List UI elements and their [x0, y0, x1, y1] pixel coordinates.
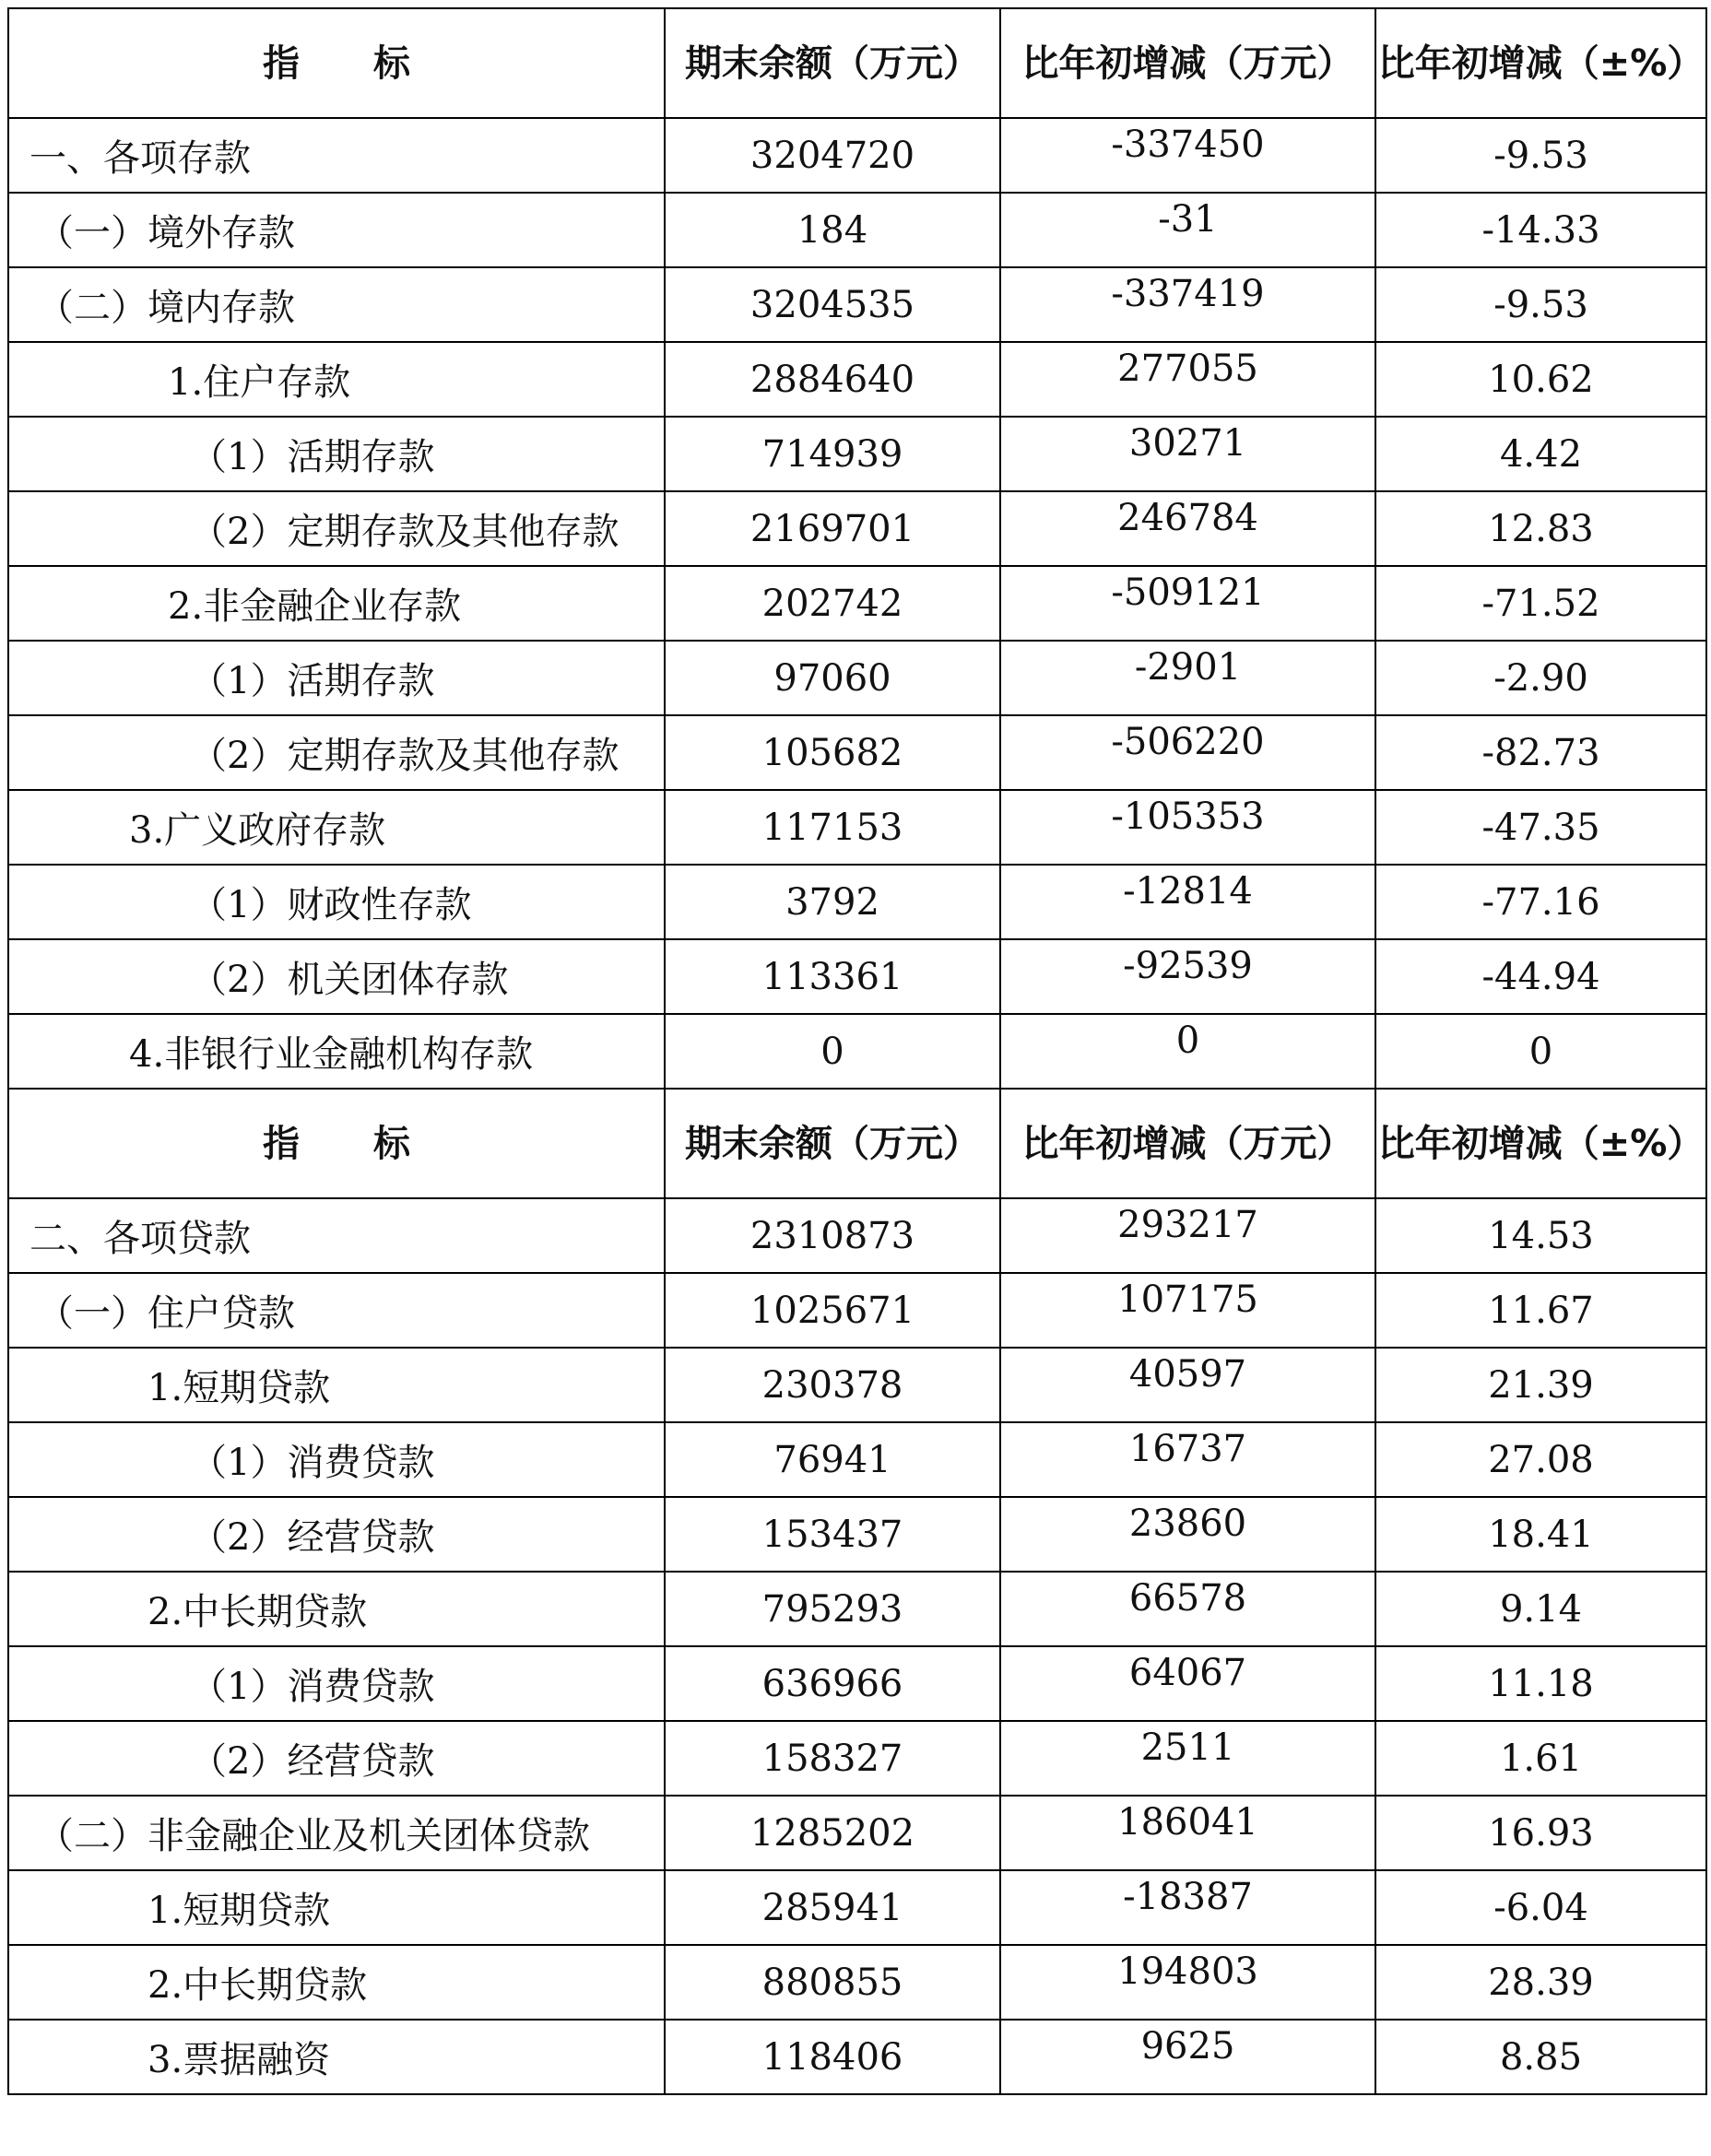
balance-value: 76941	[665, 1422, 1000, 1497]
change-amount-cell	[1000, 1422, 1375, 1497]
balance-value: 230378	[665, 1348, 1000, 1422]
table-row	[8, 1870, 1706, 1945]
indicator-label: （2）定期存款及其他存款	[8, 715, 665, 790]
balance-value: 113361	[665, 939, 1000, 1014]
change-amount-cell	[1000, 491, 1375, 566]
change-amount-value: 66578	[1128, 1576, 1247, 1620]
change-amount-cell	[1000, 1198, 1375, 1273]
change-amount-value: 9625	[1140, 2024, 1235, 2068]
change-amount-value: -12814	[1123, 869, 1253, 913]
change-amount-value: 293217	[1117, 1203, 1258, 1246]
balance-value: 636966	[665, 1646, 1000, 1721]
table-row	[8, 342, 1706, 417]
change-amount-value: 194803	[1117, 1950, 1258, 1993]
change-amount-cell	[1000, 1348, 1375, 1422]
change-amount-header: 比年初增减（万元）	[1000, 8, 1375, 118]
change-amount-value: 246784	[1117, 496, 1258, 539]
balance-value: 117153	[665, 790, 1000, 865]
indicator-label: （一）住户贷款	[8, 1273, 665, 1348]
change-amount-cell	[1000, 939, 1375, 1014]
change-amount-value: -337450	[1111, 123, 1265, 166]
balance-value: 118406	[665, 2020, 1000, 2094]
change-amount-value: 277055	[1117, 347, 1258, 390]
change-amount-value: 107175	[1117, 1278, 1258, 1321]
change-amount-cell	[1000, 1273, 1375, 1348]
table-row	[8, 1945, 1706, 2020]
change-amount-cell	[1000, 1945, 1375, 2020]
table-row	[8, 2020, 1706, 2094]
change-amount-value: -506220	[1111, 720, 1265, 763]
change-percent-value: -77.16	[1375, 865, 1706, 939]
change-percent-header: 比年初增减（±%）	[1375, 1089, 1706, 1198]
change-percent-value: -9.53	[1375, 118, 1706, 193]
balance-value: 714939	[665, 417, 1000, 491]
table-row	[8, 267, 1706, 342]
change-percent-value: 0	[1375, 1014, 1706, 1089]
change-amount-cell	[1000, 118, 1375, 193]
change-amount-value: -2901	[1134, 645, 1242, 689]
table-row	[8, 417, 1706, 491]
balance-value: 3204535	[665, 267, 1000, 342]
indicator-label: 2.非金融企业存款	[8, 566, 665, 641]
change-amount-cell	[1000, 417, 1375, 491]
table-row	[8, 939, 1706, 1014]
change-amount-cell	[1000, 1572, 1375, 1646]
change-percent-value: 4.42	[1375, 417, 1706, 491]
indicator-label: 一、各项存款	[8, 118, 665, 193]
table-row	[8, 1422, 1706, 1497]
change-amount-cell	[1000, 1014, 1375, 1089]
change-amount-value: 2511	[1140, 1726, 1235, 1769]
balance-value: 1285202	[665, 1796, 1000, 1870]
change-percent-value: 27.08	[1375, 1422, 1706, 1497]
change-amount-cell	[1000, 641, 1375, 715]
table-row	[8, 1796, 1706, 1870]
balance-value: 880855	[665, 1945, 1000, 2020]
table-row	[8, 1646, 1706, 1721]
table-row	[8, 1198, 1706, 1273]
indicator-label: 4.非银行业金融机构存款	[8, 1014, 665, 1089]
change-percent-value: -2.90	[1375, 641, 1706, 715]
change-amount-cell	[1000, 2020, 1375, 2094]
change-amount-value: -509121	[1111, 571, 1265, 614]
change-percent-value: -14.33	[1375, 193, 1706, 267]
balance-value: 3792	[665, 865, 1000, 939]
indicator-label: （二）境内存款	[8, 267, 665, 342]
change-amount-cell	[1000, 1646, 1375, 1721]
change-percent-value: -44.94	[1375, 939, 1706, 1014]
change-amount-cell	[1000, 566, 1375, 641]
indicator-label: （1）财政性存款	[8, 865, 665, 939]
indicator-label: 3.广义政府存款	[8, 790, 665, 865]
change-percent-value: -71.52	[1375, 566, 1706, 641]
change-percent-value: 8.85	[1375, 2020, 1706, 2094]
change-percent-value: 28.39	[1375, 1945, 1706, 2020]
table-row	[8, 1497, 1706, 1572]
table-row	[8, 1721, 1706, 1796]
change-percent-value: -47.35	[1375, 790, 1706, 865]
change-amount-value: 23860	[1128, 1502, 1247, 1545]
deposits-header-row	[8, 8, 1706, 118]
change-amount-cell	[1000, 1796, 1375, 1870]
indicator-label: （2）经营贷款	[8, 1721, 665, 1796]
indicator-header: 指 标	[8, 8, 665, 118]
indicator-label: （1）消费贷款	[8, 1646, 665, 1721]
table-row	[8, 715, 1706, 790]
loans-header-row	[8, 1089, 1706, 1198]
change-amount-value: -105353	[1111, 795, 1265, 838]
balance-value: 97060	[665, 641, 1000, 715]
balance-value: 2884640	[665, 342, 1000, 417]
change-amount-value: -18387	[1123, 1875, 1253, 1918]
balance-value: 202742	[665, 566, 1000, 641]
indicator-label: （1）消费贷款	[8, 1422, 665, 1497]
change-amount-cell	[1000, 193, 1375, 267]
table-row	[8, 193, 1706, 267]
change-amount-cell	[1000, 715, 1375, 790]
change-amount-value: 64067	[1128, 1651, 1247, 1694]
statistics-table	[7, 7, 1707, 2095]
table-row	[8, 1014, 1706, 1089]
change-percent-value: 1.61	[1375, 1721, 1706, 1796]
table-row	[8, 566, 1706, 641]
balance-value: 3204720	[665, 118, 1000, 193]
balance-value: 1025671	[665, 1273, 1000, 1348]
change-percent-value: 12.83	[1375, 491, 1706, 566]
change-amount-value: -337419	[1111, 272, 1265, 315]
change-percent-value: 14.53	[1375, 1198, 1706, 1273]
change-amount-value: 186041	[1117, 1800, 1258, 1844]
table-row	[8, 865, 1706, 939]
change-amount-value: 0	[1175, 1019, 1200, 1062]
change-amount-value: -31	[1158, 197, 1218, 241]
indicator-label: （2）经营贷款	[8, 1497, 665, 1572]
balance-value: 184	[665, 193, 1000, 267]
indicator-label: （二）非金融企业及机关团体贷款	[8, 1796, 665, 1870]
change-amount-value: 16737	[1128, 1427, 1247, 1470]
table-body	[8, 8, 1706, 2094]
balance-value: 2310873	[665, 1198, 1000, 1273]
balance-value: 0	[665, 1014, 1000, 1089]
balance-value: 153437	[665, 1497, 1000, 1572]
change-amount-cell	[1000, 1870, 1375, 1945]
indicator-label: （1）活期存款	[8, 641, 665, 715]
change-amount-cell	[1000, 1721, 1375, 1796]
indicator-header: 指 标	[8, 1089, 665, 1198]
indicator-label: 2.中长期贷款	[8, 1945, 665, 2020]
change-percent-value: 21.39	[1375, 1348, 1706, 1422]
change-percent-value: 10.62	[1375, 342, 1706, 417]
change-amount-header: 比年初增减（万元）	[1000, 1089, 1375, 1198]
change-amount-value: -92539	[1123, 944, 1253, 987]
change-percent-value: -6.04	[1375, 1870, 1706, 1945]
change-percent-value: -82.73	[1375, 715, 1706, 790]
change-percent-value: 11.67	[1375, 1273, 1706, 1348]
indicator-label: 3.票据融资	[8, 2020, 665, 2094]
change-percent-value: 11.18	[1375, 1646, 1706, 1721]
change-amount-cell	[1000, 267, 1375, 342]
change-amount-value: 40597	[1128, 1352, 1247, 1396]
indicator-label: 1.短期贷款	[8, 1348, 665, 1422]
balance-value: 2169701	[665, 491, 1000, 566]
indicator-label: （2）机关团体存款	[8, 939, 665, 1014]
change-amount-cell	[1000, 1497, 1375, 1572]
indicator-label: （1）活期存款	[8, 417, 665, 491]
balance-value: 285941	[665, 1870, 1000, 1945]
change-percent-value: -9.53	[1375, 267, 1706, 342]
change-percent-value: 16.93	[1375, 1796, 1706, 1870]
change-percent-value: 9.14	[1375, 1572, 1706, 1646]
balance-value: 158327	[665, 1721, 1000, 1796]
indicator-label: 二、各项贷款	[8, 1198, 665, 1273]
table-row	[8, 790, 1706, 865]
indicator-label: （2）定期存款及其他存款	[8, 491, 665, 566]
table-row	[8, 118, 1706, 193]
balance-value: 105682	[665, 715, 1000, 790]
change-percent-value: 18.41	[1375, 1497, 1706, 1572]
indicator-label: （一）境外存款	[8, 193, 665, 267]
indicator-label: 2.中长期贷款	[8, 1572, 665, 1646]
change-amount-value: 30271	[1128, 421, 1247, 465]
table-row	[8, 641, 1706, 715]
change-percent-header: 比年初增减（±%）	[1375, 8, 1706, 118]
table-row	[8, 1348, 1706, 1422]
change-amount-cell	[1000, 865, 1375, 939]
balance-value: 795293	[665, 1572, 1000, 1646]
change-amount-cell	[1000, 342, 1375, 417]
change-amount-cell	[1000, 790, 1375, 865]
balance-header: 期末余额（万元）	[665, 8, 1000, 118]
indicator-label: 1.住户存款	[8, 342, 665, 417]
table-row	[8, 1572, 1706, 1646]
table-row	[8, 491, 1706, 566]
table-row	[8, 1273, 1706, 1348]
indicator-label: 1.短期贷款	[8, 1870, 665, 1945]
balance-header: 期末余额（万元）	[665, 1089, 1000, 1198]
